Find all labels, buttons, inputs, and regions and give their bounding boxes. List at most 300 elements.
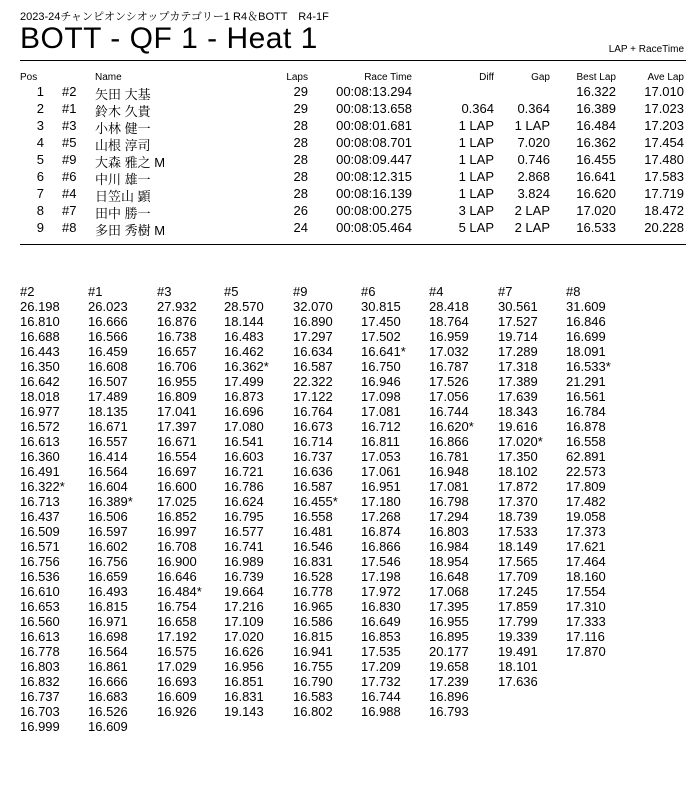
lap-time: 16.414 — [88, 449, 128, 464]
lap-column — [293, 284, 359, 719]
laps-cell: 28 — [293, 169, 308, 184]
lap-time: 16.653 — [20, 599, 60, 614]
lap-time: 16.965 — [293, 599, 333, 614]
lap-time: 18.018 — [20, 389, 60, 404]
lap-time: 22.322 — [293, 374, 333, 389]
lap-time: 17.239 — [429, 674, 469, 689]
lap-time: 17.502 — [361, 329, 401, 344]
diff-cell: 1 LAP — [458, 152, 494, 167]
lap-time: 19.143 — [224, 704, 264, 719]
lap-time: 18.101 — [498, 659, 538, 674]
lap-time: 16.603 — [224, 449, 264, 464]
lap-column-car: #2 — [20, 284, 35, 299]
lap-time: 16.713 — [20, 494, 60, 509]
lap-time: 16.483 — [224, 329, 264, 344]
lap-time: 16.895 — [429, 629, 469, 644]
lap-time: 18.135 — [88, 404, 128, 419]
lap-time: 16.558 — [293, 509, 333, 524]
lap-time: 16.754 — [157, 599, 197, 614]
lap-column-car: #9 — [293, 284, 308, 299]
lap-time: 16.959 — [429, 329, 469, 344]
lap-time: 19.339 — [498, 629, 538, 644]
diff-cell: 3 LAP — [458, 203, 494, 218]
result-row — [0, 135, 700, 152]
lap-time: 17.489 — [88, 389, 128, 404]
lap-time: 16.861 — [88, 659, 128, 674]
ave-lap-cell: 17.583 — [644, 169, 684, 184]
lap-time: 16.810 — [20, 314, 60, 329]
gap-cell: 0.364 — [517, 101, 550, 116]
lap-time: 17.639 — [498, 389, 538, 404]
lap-time: 16.989 — [224, 554, 264, 569]
lap-time: 16.671 — [88, 419, 128, 434]
lap-time: 16.815 — [88, 599, 128, 614]
lap-time: 16.322* — [20, 479, 65, 494]
lap-time: 22.573 — [566, 464, 606, 479]
lap-time: 16.896 — [429, 689, 469, 704]
lap-time: 17.373 — [566, 524, 606, 539]
gap-cell: 2.868 — [517, 169, 550, 184]
lap-time: 16.737 — [293, 449, 333, 464]
lap-time: 16.846 — [566, 314, 606, 329]
lap-time: 17.310 — [566, 599, 606, 614]
lap-time: 18.144 — [224, 314, 264, 329]
lap-time: 17.732 — [361, 674, 401, 689]
lap-time: 17.395 — [429, 599, 469, 614]
lap-time: 16.737 — [20, 689, 60, 704]
results-rule — [20, 244, 686, 245]
lap-time: 17.294 — [429, 509, 469, 524]
lap-time: 17.081 — [429, 479, 469, 494]
driver-name-cell: 山根 淳司 — [95, 138, 151, 153]
lap-time: 16.541 — [224, 434, 264, 449]
diff-cell: 1 LAP — [458, 186, 494, 201]
lap-time: 17.333 — [566, 614, 606, 629]
lap-time: 17.526 — [429, 374, 469, 389]
result-row — [0, 186, 700, 203]
lap-time: 16.744 — [429, 404, 469, 419]
lap-time: 17.709 — [498, 569, 538, 584]
lap-time: 17.198 — [361, 569, 401, 584]
diff-cell: 1 LAP — [458, 135, 494, 150]
lap-time: 28.570 — [224, 299, 264, 314]
lap-time: 16.604 — [88, 479, 128, 494]
col-header-race-time: Race Time — [364, 72, 412, 83]
lap-column — [20, 284, 86, 734]
lap-time: 16.564 — [88, 644, 128, 659]
driver-name-cell: 小林 健一 — [95, 121, 151, 136]
lap-time: 27.932 — [157, 299, 197, 314]
lap-column-car: #8 — [566, 284, 581, 299]
lap-time: 16.830 — [361, 599, 401, 614]
lap-time: 16.609 — [157, 689, 197, 704]
lap-time: 17.020* — [498, 434, 543, 449]
lap-time: 17.061 — [361, 464, 401, 479]
lap-time: 16.738 — [157, 329, 197, 344]
lap-time: 16.560 — [20, 614, 60, 629]
best-lap-cell: 16.533 — [576, 220, 616, 235]
lap-time: 16.697 — [157, 464, 197, 479]
lap-time: 16.802 — [293, 704, 333, 719]
lap-column-car: #7 — [498, 284, 513, 299]
lap-time: 17.109 — [224, 614, 264, 629]
race-time-cell: 00:08:09.447 — [336, 152, 412, 167]
lap-time: 17.535 — [361, 644, 401, 659]
lap-time: 17.621 — [566, 539, 606, 554]
lap-time: 17.289 — [498, 344, 538, 359]
lap-column-car: #4 — [429, 284, 444, 299]
race-subtitle: 2023-24チャンピオンシオップカテゴリー1 R4＆BOTT R4-1F — [20, 11, 329, 23]
lap-time: 16.546 — [293, 539, 333, 554]
lap-time: 16.900 — [157, 554, 197, 569]
lap-time: 16.778 — [293, 584, 333, 599]
lap-time: 16.878 — [566, 419, 606, 434]
lap-time: 16.876 — [157, 314, 197, 329]
lap-time: 16.613 — [20, 629, 60, 644]
lap-time: 16.455* — [293, 494, 338, 509]
lap-time: 16.832 — [20, 674, 60, 689]
lap-time: 16.658 — [157, 614, 197, 629]
lap-time: 32.070 — [293, 299, 333, 314]
ave-lap-cell: 17.010 — [644, 84, 684, 99]
col-header-best-lap: Best Lap — [576, 72, 616, 83]
ave-lap-cell: 17.454 — [644, 135, 684, 150]
laps-cell: 24 — [293, 220, 308, 235]
lap-time: 17.389 — [498, 374, 538, 389]
position-cell: 5 — [36, 152, 44, 167]
lap-time: 16.811 — [361, 434, 400, 449]
lap-time: 16.946 — [361, 374, 401, 389]
race-time-cell: 00:08:12.315 — [336, 169, 412, 184]
lap-time: 16.809 — [157, 389, 197, 404]
lap-time: 16.641* — [361, 344, 406, 359]
position-cell: 9 — [36, 220, 44, 235]
report-mode: LAP + RaceTime — [608, 44, 684, 55]
lap-time: 16.507 — [88, 374, 128, 389]
lap-time: 17.122 — [293, 389, 333, 404]
lap-time: 19.714 — [498, 329, 538, 344]
lap-time: 17.056 — [429, 389, 469, 404]
ave-lap-cell: 17.480 — [644, 152, 684, 167]
lap-time: 16.636 — [293, 464, 333, 479]
lap-time: 16.744 — [361, 689, 401, 704]
lap-column — [566, 284, 632, 659]
gap-cell: 1 LAP — [514, 118, 550, 133]
diff-cell: 1 LAP — [458, 118, 494, 133]
race-time-cell: 00:08:01.681 — [336, 118, 412, 133]
lap-time: 18.343 — [498, 404, 538, 419]
lap-time: 18.102 — [498, 464, 538, 479]
lap-time: 16.853 — [361, 629, 401, 644]
lap-time: 16.798 — [429, 494, 469, 509]
lap-time: 16.683 — [88, 689, 128, 704]
lap-time: 16.739 — [224, 569, 264, 584]
lap-time: 16.657 — [157, 344, 197, 359]
race-time-cell: 00:08:08.701 — [336, 135, 412, 150]
lap-column — [498, 284, 564, 689]
lap-time: 16.755 — [293, 659, 333, 674]
race-time-cell: 00:08:13.658 — [336, 101, 412, 116]
gap-cell: 2 LAP — [514, 203, 550, 218]
ave-lap-cell: 17.719 — [644, 186, 684, 201]
lap-time: 16.554 — [157, 449, 197, 464]
lap-time: 17.029 — [157, 659, 197, 674]
lap-time: 16.642 — [20, 374, 60, 389]
lap-time: 17.799 — [498, 614, 538, 629]
car-number-cell: #9 — [62, 152, 77, 167]
lap-time: 16.831 — [293, 554, 333, 569]
lap-time: 17.081 — [361, 404, 401, 419]
lap-time: 16.873 — [224, 389, 264, 404]
lap-time: 16.634 — [293, 344, 333, 359]
lap-time: 30.815 — [361, 299, 401, 314]
lap-time: 16.649 — [361, 614, 401, 629]
gap-cell: 0.746 — [517, 152, 550, 167]
col-header-gap: Gap — [531, 72, 550, 83]
lap-time: 16.583 — [293, 689, 333, 704]
best-lap-cell: 16.620 — [576, 186, 616, 201]
lap-time: 16.648 — [429, 569, 469, 584]
lap-time: 17.546 — [361, 554, 401, 569]
result-row — [0, 152, 700, 169]
lap-time: 17.636 — [498, 674, 538, 689]
race-time-cell: 00:08:05.464 — [336, 220, 412, 235]
lap-time: 16.756 — [88, 554, 128, 569]
laps-cell: 28 — [293, 135, 308, 150]
lap-time: 16.608 — [88, 359, 128, 374]
lap-time: 16.666 — [88, 314, 128, 329]
position-cell: 7 — [36, 186, 44, 201]
lap-time: 16.699 — [566, 329, 606, 344]
laps-cell: 29 — [293, 84, 308, 99]
lap-time: 16.703 — [20, 704, 60, 719]
lap-time: 16.971 — [88, 614, 128, 629]
lap-time: 16.564 — [88, 464, 128, 479]
lap-time: 17.397 — [157, 419, 197, 434]
lap-time: 16.575 — [157, 644, 197, 659]
lap-time: 16.708 — [157, 539, 197, 554]
lap-time: 16.951 — [361, 479, 401, 494]
lap-time: 16.587 — [293, 479, 333, 494]
lap-time: 17.180 — [361, 494, 401, 509]
lap-time: 16.948 — [429, 464, 469, 479]
lap-time: 16.666 — [88, 674, 128, 689]
best-lap-cell: 16.389 — [576, 101, 616, 116]
lap-time: 17.533 — [498, 524, 538, 539]
lap-time: 16.350 — [20, 359, 60, 374]
lap-time: 16.362* — [224, 359, 269, 374]
lap-time: 17.859 — [498, 599, 538, 614]
laps-cell: 26 — [293, 203, 308, 218]
lap-time: 16.831 — [224, 689, 264, 704]
lap-time: 17.245 — [498, 584, 538, 599]
best-lap-cell: 16.362 — [576, 135, 616, 150]
lap-time: 17.025 — [157, 494, 197, 509]
lap-time: 16.493 — [88, 584, 128, 599]
car-number-cell: #1 — [62, 101, 77, 116]
lap-time: 16.526 — [88, 704, 128, 719]
lap-time: 16.536 — [20, 569, 60, 584]
lap-time: 21.291 — [566, 374, 606, 389]
ave-lap-cell: 17.203 — [644, 118, 684, 133]
lap-time: 19.664 — [224, 584, 264, 599]
lap-time: 17.565 — [498, 554, 538, 569]
driver-name-cell: 大森 雅之 M — [95, 155, 166, 170]
col-header-pos: Pos — [20, 72, 38, 83]
lap-time: 16.803 — [20, 659, 60, 674]
lap-time: 16.533* — [566, 359, 611, 374]
lap-time: 17.499 — [224, 374, 264, 389]
diff-cell: 1 LAP — [458, 169, 494, 184]
lap-time: 16.586 — [293, 614, 333, 629]
result-row — [0, 118, 700, 135]
lap-time: 16.587 — [293, 359, 333, 374]
lap-time: 16.956 — [224, 659, 264, 674]
lap-time: 16.955 — [429, 614, 469, 629]
lap-time: 16.673 — [293, 419, 333, 434]
lap-time: 17.527 — [498, 314, 538, 329]
lap-time: 18.149 — [498, 539, 538, 554]
lap-time: 16.558 — [566, 434, 606, 449]
lap-time: 16.571 — [20, 539, 60, 554]
lap-time: 16.572 — [20, 419, 60, 434]
lap-time: 19.058 — [566, 509, 606, 524]
lap-time: 17.068 — [429, 584, 469, 599]
lap-time: 16.764 — [293, 404, 333, 419]
laps-cell: 28 — [293, 152, 308, 167]
position-cell: 8 — [36, 203, 44, 218]
driver-name-cell: 中川 雄一 — [95, 172, 151, 187]
best-lap-cell: 16.322 — [576, 84, 616, 99]
lap-time: 62.891 — [566, 449, 606, 464]
lap-time: 16.597 — [88, 524, 128, 539]
laps-cell: 28 — [293, 118, 308, 133]
lap-time: 16.437 — [20, 509, 60, 524]
lap-time: 16.557 — [88, 434, 128, 449]
lap-time: 17.041 — [157, 404, 197, 419]
best-lap-cell: 16.641 — [576, 169, 616, 184]
lap-time: 16.389* — [88, 494, 133, 509]
lap-time: 16.624 — [224, 494, 264, 509]
lap-time: 16.659 — [88, 569, 128, 584]
lap-time: 16.750 — [361, 359, 401, 374]
lap-time: 16.890 — [293, 314, 333, 329]
lap-time: 16.712 — [361, 419, 401, 434]
laps-cell: 28 — [293, 186, 308, 201]
lap-time: 17.116 — [566, 629, 605, 644]
lap-time: 16.462 — [224, 344, 264, 359]
gap-cell: 7.020 — [517, 135, 550, 150]
lap-time: 16.721 — [224, 464, 264, 479]
lap-time: 16.613 — [20, 434, 60, 449]
ave-lap-cell: 18.472 — [644, 203, 684, 218]
lap-time: 16.566 — [88, 329, 128, 344]
lap-time: 16.577 — [224, 524, 264, 539]
lap-time: 16.866 — [429, 434, 469, 449]
lap-time: 26.198 — [20, 299, 60, 314]
result-row — [0, 169, 700, 186]
lap-time: 16.787 — [429, 359, 469, 374]
lap-time: 18.091 — [566, 344, 606, 359]
lap-time: 16.941 — [293, 644, 333, 659]
result-row — [0, 220, 700, 237]
col-header-laps: Laps — [286, 72, 308, 83]
lap-time: 17.972 — [361, 584, 401, 599]
lap-time: 17.870 — [566, 644, 606, 659]
lap-time: 18.160 — [566, 569, 606, 584]
lap-time: 17.053 — [361, 449, 401, 464]
car-number-cell: #8 — [62, 220, 77, 235]
lap-time: 18.739 — [498, 509, 538, 524]
col-header-name: Name — [95, 72, 122, 83]
lap-column-car: #6 — [361, 284, 376, 299]
lap-time: 16.790 — [293, 674, 333, 689]
col-header-diff: Diff — [479, 72, 494, 83]
lap-time: 16.778 — [20, 644, 60, 659]
car-number-cell: #2 — [62, 84, 77, 99]
race-time-cell: 00:08:13.294 — [336, 84, 412, 99]
lap-time: 16.561 — [566, 389, 606, 404]
gap-cell: 2 LAP — [514, 220, 550, 235]
ave-lap-cell: 20.228 — [644, 220, 684, 235]
position-cell: 6 — [36, 169, 44, 184]
lap-column-car: #1 — [88, 284, 103, 299]
lap-column — [224, 284, 290, 719]
lap-time: 16.851 — [224, 674, 264, 689]
lap-time: 16.360 — [20, 449, 60, 464]
car-number-cell: #5 — [62, 135, 77, 150]
lap-time: 16.688 — [20, 329, 60, 344]
lap-column — [429, 284, 495, 719]
lap-time: 16.977 — [20, 404, 60, 419]
lap-time: 17.020 — [224, 629, 264, 644]
best-lap-cell: 17.020 — [576, 203, 616, 218]
lap-time: 16.646 — [157, 569, 197, 584]
laps-cell: 29 — [293, 101, 308, 116]
driver-name-cell: 田中 勝一 — [95, 206, 151, 221]
lap-time: 16.443 — [20, 344, 60, 359]
lap-time: 16.803 — [429, 524, 469, 539]
driver-name-cell: 多田 秀樹 M — [95, 223, 166, 238]
lap-time: 16.984 — [429, 539, 469, 554]
lap-time: 30.561 — [498, 299, 538, 314]
lap-time: 16.988 — [361, 704, 401, 719]
lap-time: 17.209 — [361, 659, 401, 674]
race-time-cell: 00:08:00.275 — [336, 203, 412, 218]
lap-time: 16.781 — [429, 449, 469, 464]
lap-time: 16.756 — [20, 554, 60, 569]
lap-time: 16.698 — [88, 629, 128, 644]
lap-time: 17.268 — [361, 509, 401, 524]
lap-column — [361, 284, 427, 719]
lap-time: 16.491 — [20, 464, 60, 479]
lap-time: 17.350 — [498, 449, 538, 464]
lap-time: 16.997 — [157, 524, 197, 539]
lap-time: 17.032 — [429, 344, 469, 359]
driver-name-cell: 日笠山 顕 — [95, 189, 151, 204]
best-lap-cell: 16.455 — [576, 152, 616, 167]
lap-time: 20.177 — [429, 644, 469, 659]
lap-time: 19.658 — [429, 659, 469, 674]
lap-time: 16.714 — [293, 434, 333, 449]
result-row — [0, 84, 700, 101]
position-cell: 2 — [36, 101, 44, 116]
lap-time: 17.370 — [498, 494, 538, 509]
lap-time: 16.999 — [20, 719, 60, 734]
lap-time: 17.192 — [157, 629, 197, 644]
diff-cell: 0.364 — [461, 101, 494, 116]
lap-time: 16.610 — [20, 584, 60, 599]
